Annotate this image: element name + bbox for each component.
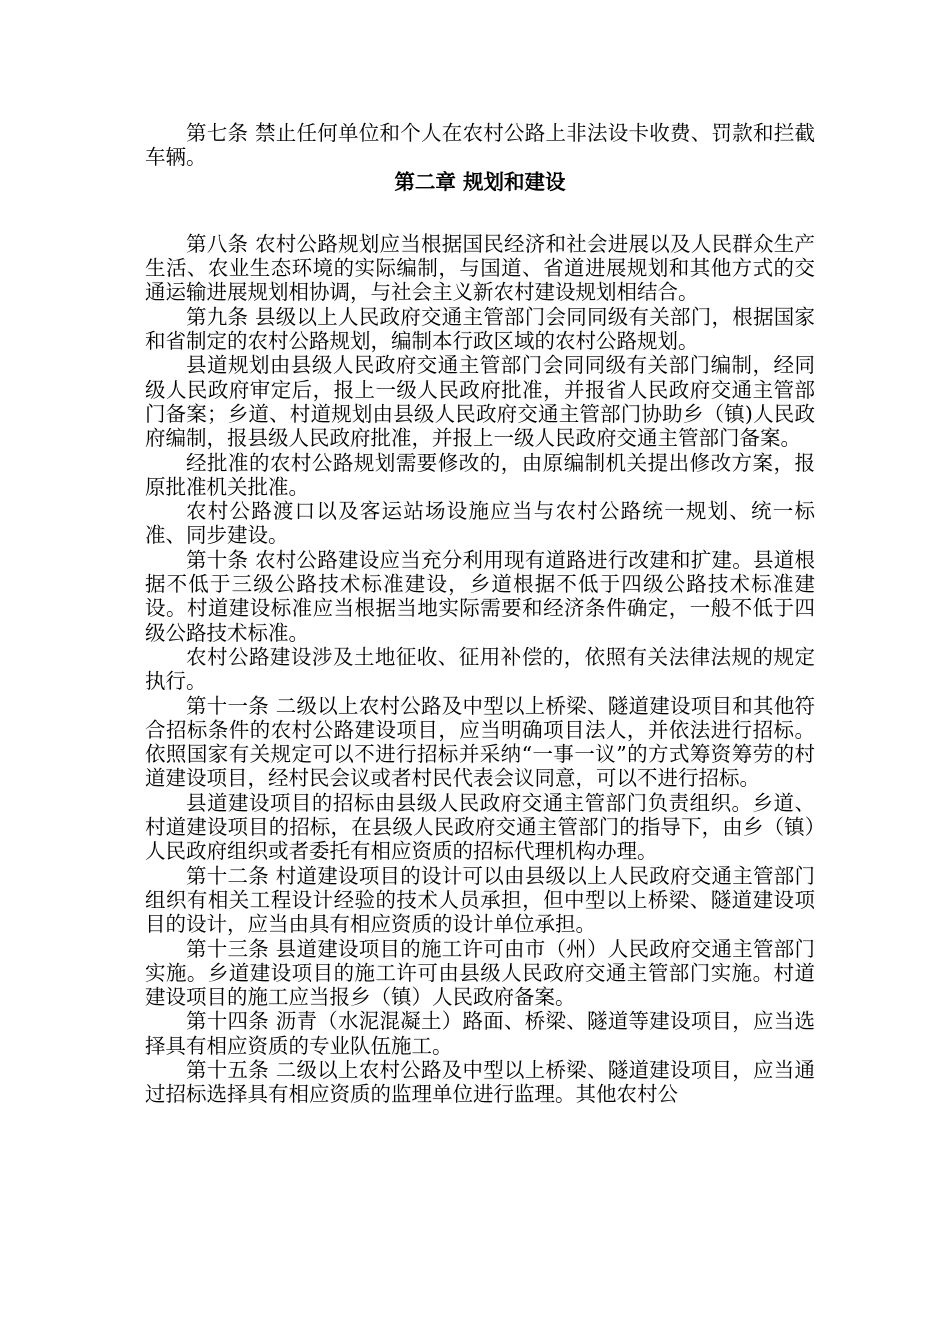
article-10-paragraph: 第十条 农村公路建设应当充分利用现有道路进行改建和扩建。县道根据不低于三级公路技术标准建设，乡道根据不低于四级公路技术标准建设。村道建设标准应当根据当地实际需要和经济条件确定，一般不低于四级公路技术标准。 — [145, 547, 815, 645]
article-13-paragraph: 第十三条 县道建设项目的施工许可由市（州）人民政府交通主管部门实施。乡道建设项目的施工许可由县级人民政府交通主管部门实施。村道建设项目的施工应当报乡（镇）人民政府备案。 — [145, 936, 815, 1010]
county-road-planning-paragraph: 县道规划由县级人民政府交通主管部门会同同级有关部门编制，经同级人民政府审定后，报上一级人民政府批准，并报省人民政府交通主管部门备案；乡道、村道规划由县级人民政府交通主管部门协助乡（镇)人民政府编制，报县级人民政府批准，并报上一级人民政府交通主管部门备案。 — [145, 353, 815, 451]
bidding-organization-paragraph: 县道建设项目的招标由县级人民政府交通主管部门负责组织。乡道、村道建设项目的招标，在县级人民政府交通主管部门的指导下，由乡（镇）人民政府组织或者委托有相应资质的招标代理机构办理。 — [145, 790, 815, 864]
article-11-paragraph: 第十一条 二级以上农村公路及中型以上桥梁、隧道建设项目和其他符合招标条件的农村公路建设项目，应当明确项目法人，并依法进行招标。依照国家有关规定可以不进行招标并采纳“一事一议”的方式筹资筹劳的村道建设项目，经村民会议或者村民代表会议同意，可以不进行招标。 — [145, 693, 815, 791]
article-15-paragraph: 第十五条 二级以上农村公路及中型以上桥梁、隧道建设项目，应当通过招标选择具有相应资质的监理单位进行监理。其他农村公 — [145, 1057, 815, 1107]
land-compensation-paragraph: 农村公路建设涉及土地征收、征用补偿的，依照有关法律法规的规定执行。 — [145, 644, 815, 694]
plan-revision-paragraph: 经批准的农村公路规划需要修改的，由原编制机关提出修改方案，报原批准机关批准。 — [145, 450, 815, 499]
chapter-heading: 第二章 规划和建设 — [394, 169, 566, 194]
article-9-paragraph: 第九条 县级以上人民政府交通主管部门会同同级有关部门，根据国家和省制定的农村公路规划，编制本行政区域的农村公路规划。 — [145, 304, 815, 354]
article-12-paragraph: 第十二条 村道建设项目的设计可以由县级以上人民政府交通主管部门组织有相关工程设计经验的技术人员承担，但中型以上桥梁、隧道建设项目的设计，应当由具有相应资质的设计单位承担。 — [145, 863, 815, 937]
article-7-paragraph: 第七条 禁止任何单位和个人在农村公路上非法设卡收费、罚款和拦截车辆。 — [145, 121, 815, 170]
article-14-paragraph: 第十四条 沥青（水泥混凝土）路面、桥梁、隧道等建设项目，应当选择具有相应资质的专业队伍施工。 — [145, 1009, 815, 1058]
article-8-paragraph: 第八条 农村公路规划应当根据国民经济和社会进展以及人民群众生产生活、农业生态环境的实际编制，与国道、省道进展规划和其他方式的交通运输进展规划相协调，与社会主义新农村建设规划相结合。 — [145, 231, 815, 305]
document-body — [145, 121, 815, 1107]
ferry-station-paragraph: 农村公路渡口以及客运站场设施应当与农村公路统一规划、统一标准、同步建设。 — [145, 499, 815, 548]
